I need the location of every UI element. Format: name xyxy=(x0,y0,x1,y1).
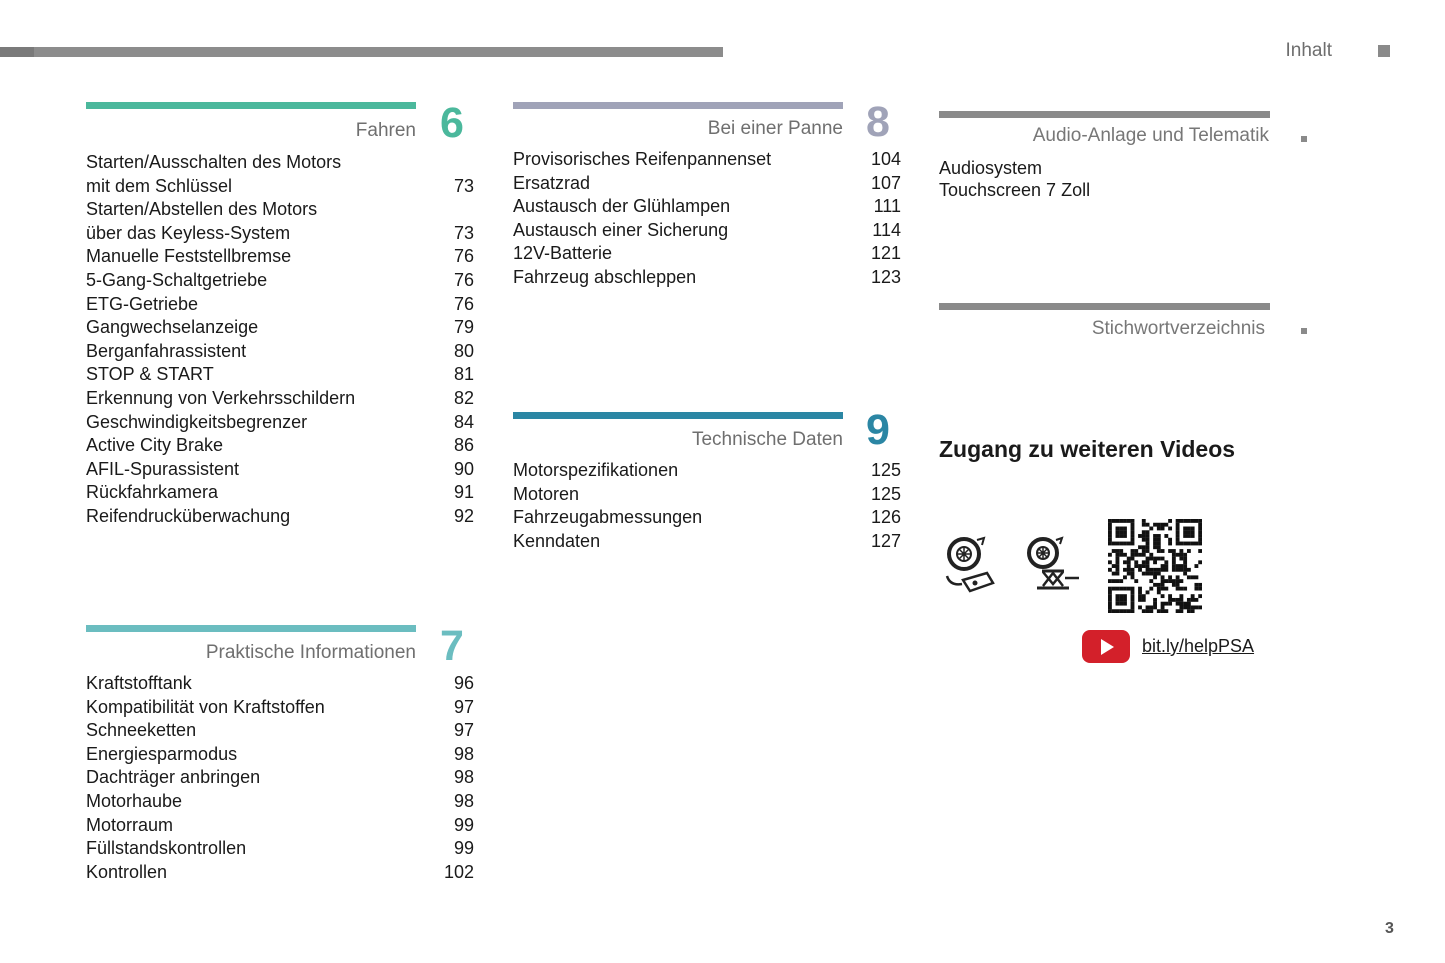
toc-entry-page: 81 xyxy=(453,364,474,385)
section-fahren xyxy=(86,99,474,526)
toc-entry[interactable] xyxy=(513,242,901,266)
toc-entry[interactable] xyxy=(86,861,474,885)
audio-item: Audiosystem xyxy=(939,158,1043,178)
toc-entry-page: 92 xyxy=(453,505,474,526)
toc-entry-page: 98 xyxy=(453,767,474,788)
toc-entry[interactable] xyxy=(86,743,474,767)
toc-entry-page: 76 xyxy=(453,246,474,267)
toc-entry[interactable] xyxy=(86,363,474,387)
toc-entry-page: 114 xyxy=(872,219,901,240)
toc-entry-title: Austausch einer Sicherung xyxy=(513,219,729,240)
toc-entry-page: 121 xyxy=(870,243,901,264)
toc-entry-title: Motorraum xyxy=(86,814,174,835)
section-square-marker xyxy=(1301,136,1307,142)
header-square-marker xyxy=(1378,45,1390,57)
toc-entry[interactable] xyxy=(86,245,474,269)
toc-entry-title: STOP & START xyxy=(86,364,214,385)
toc-entry-title: Fahrzeugabmessungen xyxy=(513,507,703,528)
toc-entry[interactable] xyxy=(513,219,901,243)
section-title: Audio-Anlage und Telematik xyxy=(1032,125,1269,146)
toc-entry-title: Reifendrucküberwachung xyxy=(86,505,291,526)
page-header-title: Inhalt xyxy=(1285,40,1332,61)
section-technische-daten xyxy=(513,406,901,562)
toc-entry-title: Provisorisches Reifenpannenset xyxy=(513,149,772,169)
toc-entry[interactable] xyxy=(513,506,901,530)
top-rule xyxy=(0,47,723,57)
toc-entry[interactable] xyxy=(86,293,474,317)
toc-entry-page: 98 xyxy=(453,790,474,811)
toc-entry-page: 123 xyxy=(870,266,901,287)
toc-entry-title: 5-Gang-Schaltgetriebe xyxy=(86,269,268,290)
toc-entry-title: Erkennung von Verkehrsschildern xyxy=(86,387,356,408)
toc-entry-page: 102 xyxy=(443,861,474,882)
qr-code xyxy=(1108,519,1202,613)
toc-entry[interactable] xyxy=(86,340,474,364)
toc-entry[interactable] xyxy=(513,195,901,219)
toc-entry-page: 84 xyxy=(453,411,474,432)
section-praktische-informationen xyxy=(86,622,474,890)
toc-entry-page: 126 xyxy=(870,507,901,528)
videos-heading: Zugang zu weiteren Videos xyxy=(939,436,1236,462)
toc-entry[interactable] xyxy=(513,172,901,196)
toc-entry-page: 90 xyxy=(453,458,474,479)
section-square-marker xyxy=(1301,328,1307,334)
toc-entry-page: 91 xyxy=(453,482,474,503)
section-stichwortverzeichnis xyxy=(939,303,1319,353)
section-number: 6 xyxy=(440,99,464,147)
audio-list xyxy=(939,157,1090,201)
toc-entry-page: 125 xyxy=(870,483,901,504)
toc-entry[interactable] xyxy=(86,458,474,482)
toc-entry[interactable] xyxy=(86,481,474,505)
toc-entry-page: 98 xyxy=(453,743,474,764)
toc-entry[interactable] xyxy=(86,814,474,838)
spare-wheel-jack-icon xyxy=(1025,536,1081,594)
toc-entry-title: Manuelle Feststellbremse xyxy=(86,246,292,267)
toc-entry-page: 79 xyxy=(453,317,474,338)
toc-entry[interactable] xyxy=(86,434,474,458)
section-title: Stichwortverzeichnis xyxy=(1091,318,1265,339)
toc-entry-page: 97 xyxy=(453,696,474,717)
top-rule-stub xyxy=(0,47,34,57)
toc-list xyxy=(86,151,474,529)
toc-entry-page: 107 xyxy=(870,172,901,193)
toc-entry[interactable] xyxy=(513,266,901,290)
toc-entry[interactable] xyxy=(86,198,474,245)
toc-entry-title: AFIL-Spurassistent xyxy=(86,458,240,479)
toc-entry-title: Motorhaube xyxy=(86,790,183,811)
toc-entry-title: ETG-Getriebe xyxy=(86,293,199,314)
toc-entry-page: 73 xyxy=(453,175,474,196)
toc-entry[interactable] xyxy=(86,837,474,861)
toc-entry-title: Motoren xyxy=(513,483,580,504)
page-number: 3 xyxy=(1385,920,1394,937)
toc-entry-title: Motorspezifikationen xyxy=(513,460,679,480)
section-bei-einer-panne xyxy=(513,98,901,302)
toc-list xyxy=(513,148,901,290)
toc-entry-title: Füllstandskontrollen xyxy=(86,838,247,859)
toc-entry[interactable] xyxy=(86,316,474,340)
toc-entry[interactable] xyxy=(513,483,901,507)
toc-entry-title: Rückfahrkamera xyxy=(86,482,219,503)
toc-entry-title: Schneeketten xyxy=(86,720,197,741)
toc-entry[interactable] xyxy=(86,269,474,293)
toc-entry-page: 97 xyxy=(453,720,474,741)
toc-entry[interactable] xyxy=(86,411,474,435)
toc-entry-page: 104 xyxy=(870,149,901,169)
toc-entry-page: 76 xyxy=(453,293,474,314)
toc-entry-title: Austausch der Glühlampen xyxy=(513,196,731,217)
tyre-repair-kit-icon xyxy=(944,536,996,594)
toc-entry-title: Ersatzrad xyxy=(513,172,591,193)
toc-entry-page: 86 xyxy=(453,435,474,456)
toc-entry-page: 125 xyxy=(870,460,901,480)
toc-entry[interactable] xyxy=(86,696,474,720)
toc-entry-page: 76 xyxy=(453,269,474,290)
section-gray-bar xyxy=(939,111,1270,118)
toc-entry-title: Fahrzeug abschleppen xyxy=(513,266,697,287)
toc-entry-page: 111 xyxy=(873,196,901,217)
toc-entry-title: 12V-Batterie xyxy=(513,243,613,264)
toc-entry-title: Kraftstofftank xyxy=(86,673,192,693)
toc-list xyxy=(513,459,901,553)
section-color-bar xyxy=(513,412,843,419)
toc-entry-page: 127 xyxy=(870,530,901,551)
toc-entry-title: Kompatibilität von Kraftstoffen xyxy=(86,696,325,717)
section-number: 7 xyxy=(440,622,464,670)
toc-entry[interactable] xyxy=(86,151,474,198)
toc-entry-page: 73 xyxy=(453,222,474,243)
section-number: 8 xyxy=(866,98,890,146)
toc-list xyxy=(86,672,474,884)
toc-entry-page: 99 xyxy=(453,838,474,859)
toc-entry-title: Starten/Abstellen des Motors über das Keyless-System xyxy=(86,199,318,243)
toc-entry[interactable] xyxy=(86,766,474,790)
toc-entry-title: Berganfahrassistent xyxy=(86,340,247,361)
toc-entry[interactable] xyxy=(513,459,901,483)
toc-entry[interactable] xyxy=(513,148,901,172)
toc-entry-title: Energiesparmodus xyxy=(86,743,238,764)
toc-entry-title: Kenndaten xyxy=(513,530,601,551)
toc-entry[interactable] xyxy=(86,505,474,529)
toc-entry-page: 82 xyxy=(453,387,474,408)
toc-entry[interactable] xyxy=(86,672,474,696)
toc-entry-title: Gangwechselanzeige xyxy=(86,317,259,338)
section-title: Technische Daten xyxy=(691,429,843,450)
section-gray-bar xyxy=(939,303,1270,310)
section-color-bar xyxy=(86,102,416,109)
section-title: Fahren xyxy=(355,120,416,141)
section-title: Bei einer Panne xyxy=(707,118,843,139)
section-audio-telematik xyxy=(939,111,1319,211)
audio-item: Touchscreen 7 Zoll xyxy=(939,180,1091,200)
toc-entry[interactable] xyxy=(86,719,474,743)
toc-entry[interactable] xyxy=(86,790,474,814)
section-color-bar xyxy=(86,625,416,632)
section-color-bar xyxy=(513,102,843,109)
toc-entry-title: Kontrollen xyxy=(86,861,168,882)
toc-entry-title: Dachträger anbringen xyxy=(86,767,261,788)
toc-entry-title: Starten/Ausschalten des Motors mit dem Schlüssel xyxy=(86,152,342,196)
toc-entry-title: Active City Brake xyxy=(86,435,224,456)
toc-entry-page: 96 xyxy=(453,673,474,693)
toc-entry[interactable] xyxy=(86,387,474,411)
toc-entry-title: Geschwindigkeitsbegrenzer xyxy=(86,411,308,432)
section-number: 9 xyxy=(866,406,890,454)
youtube-icon[interactable] xyxy=(1082,630,1130,663)
toc-entry[interactable] xyxy=(513,530,901,554)
toc-entry-page: 80 xyxy=(453,340,474,361)
toc-entry-page: 99 xyxy=(453,814,474,835)
videos-link[interactable]: bit.ly/helpPSA xyxy=(1142,636,1255,656)
section-title: Praktische Informationen xyxy=(205,642,416,663)
